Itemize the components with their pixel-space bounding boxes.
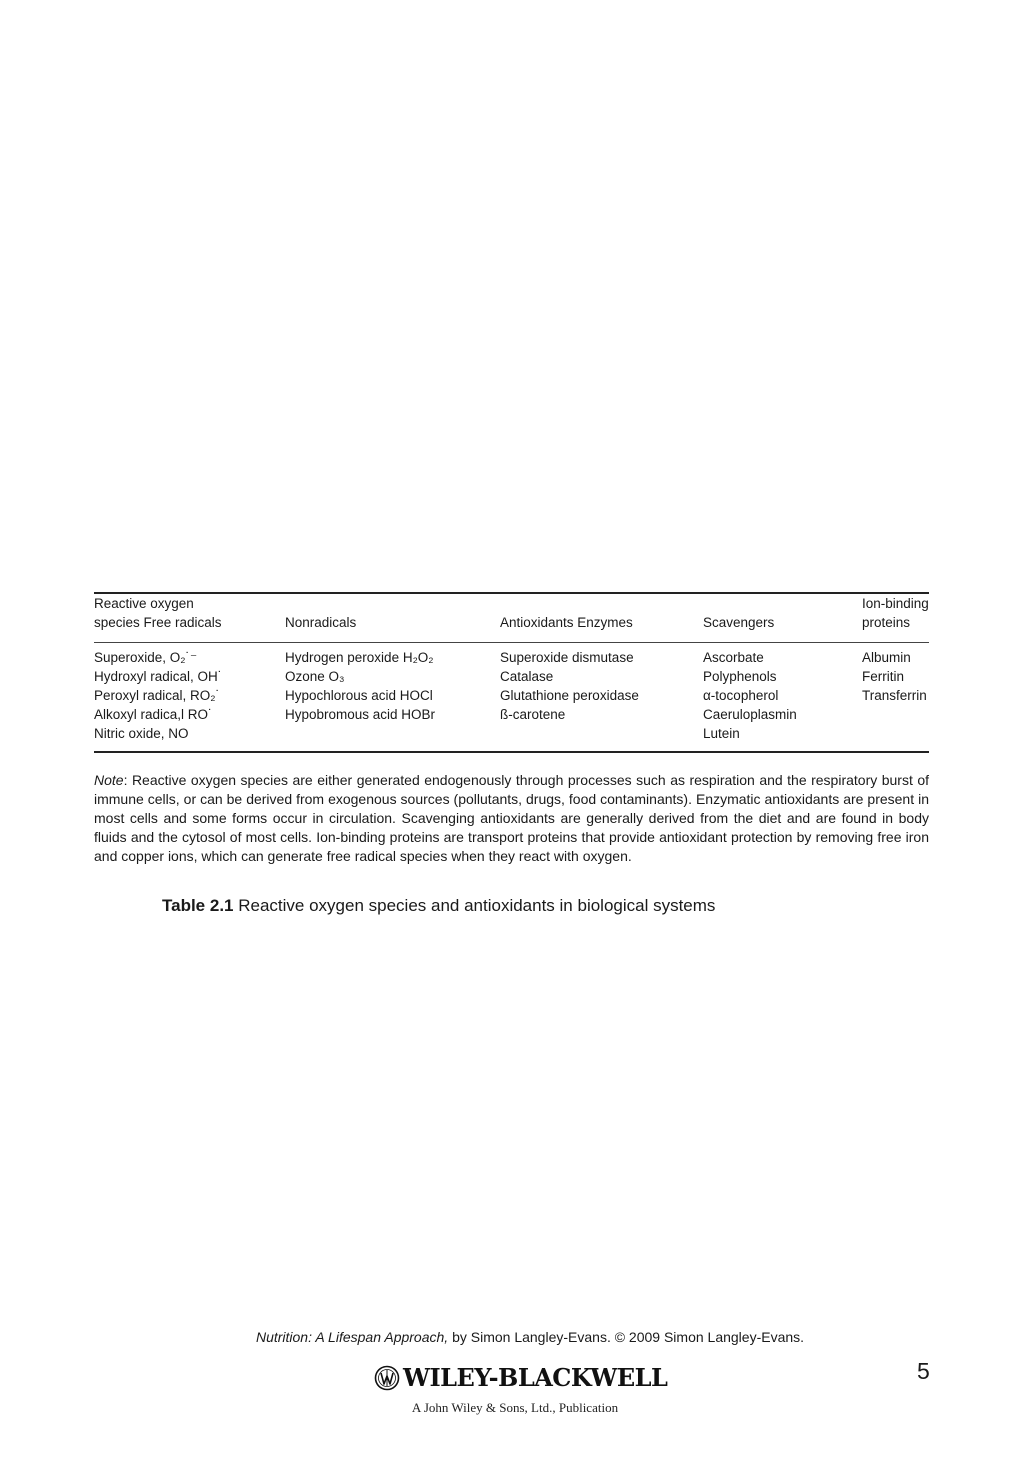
table-cell: Albumin (862, 650, 911, 665)
table-cell (500, 724, 703, 743)
table-cell: Ferritin (862, 669, 905, 684)
table-caption (162, 896, 715, 916)
table-cell (862, 724, 929, 743)
book-title: Nutrition: A Lifespan Approach, (255, 1329, 449, 1345)
caption-label: Table 2.1 (162, 896, 234, 915)
table-2-1 (94, 592, 929, 753)
table-cell (285, 724, 500, 743)
publisher-logo (374, 1363, 667, 1392)
table-row (94, 705, 929, 724)
table-cell: α-tocopherol (703, 688, 779, 703)
table-cell: Hypobromous acid HOBr (285, 707, 436, 722)
table-cell: Hydroxyl radical, OH˙ (94, 669, 223, 684)
logo-text: WILEY-BLACKWELL (403, 1363, 668, 1392)
table-cell: Hydrogen peroxide H₂O₂ (285, 650, 434, 665)
table-note (94, 771, 929, 866)
table-cell: Hypochlorous acid HOCl (285, 688, 433, 703)
page-number: 5 (917, 1358, 930, 1384)
wiley-emblem-icon (374, 1365, 400, 1391)
note-text: : Reactive oxygen species are either generated endogenously through processes such as respiration and the respiratory burst of immune cells, or can be derived from exogenous sources (pollutants, drugs, food contaminants). Enzymatic antioxidants are present in most cells and some forms occur in circulation. Scavenging antioxidants are generally derived from the diet and are found in body fluids and the cytosol of most cells. Ion-binding proteins are transport proteins that provide antioxidant protection by removing free iron and copper ions, which can generate free radical species when they react with oxygen. (94, 772, 929, 864)
caption-text: Reactive oxygen species and antioxidants in biological systems (233, 896, 716, 915)
table-row (94, 667, 929, 686)
table-cell: Alkoxyl radica,l RO˙ (94, 707, 213, 722)
table-cell: Caeruloplasmin (703, 707, 797, 722)
table-header (94, 594, 929, 632)
table-cell: Superoxide dismutase (500, 650, 634, 665)
header-nonradicals: Nonradicals (285, 615, 357, 630)
table-cell: Superoxide, O₂˙⁻ (94, 650, 198, 665)
header-ion-binding: Ion-binding proteins (862, 596, 929, 630)
copyright-credit (0, 1329, 1024, 1345)
table-header-rule (94, 642, 929, 643)
header-scavengers: Scavengers (703, 615, 775, 630)
table-row (94, 648, 929, 667)
table-cell: Catalase (500, 669, 554, 684)
table-cell: Glutathione peroxidase (500, 688, 639, 703)
table-cell: Ozone O₃ (285, 669, 345, 684)
table-cell: Lutein (703, 726, 740, 741)
table-cell: ß-carotene (500, 707, 566, 722)
table-cell: Polyphenols (703, 669, 777, 684)
publisher-line: A John Wiley & Sons, Ltd., Publication (411, 1400, 619, 1415)
table-body (94, 648, 929, 743)
table-bottom-rule (94, 751, 929, 753)
header-free-radicals: Reactive oxygen species Free radicals (94, 596, 222, 630)
credit-text: by Simon Langley-Evans. © 2009 Simon Langley-Evans. (448, 1329, 805, 1345)
table-cell: Ascorbate (703, 650, 764, 665)
table-cell: Peroxyl radical, RO₂˙ (94, 688, 221, 703)
table-row (94, 686, 929, 705)
note-label: Note (94, 772, 124, 788)
table-cell: Transferrin (862, 688, 927, 703)
header-enzymes: Antioxidants Enzymes (500, 615, 633, 630)
table-cell: Nitric oxide, NO (94, 726, 189, 741)
table-cell (862, 705, 929, 724)
table-row (94, 724, 929, 743)
